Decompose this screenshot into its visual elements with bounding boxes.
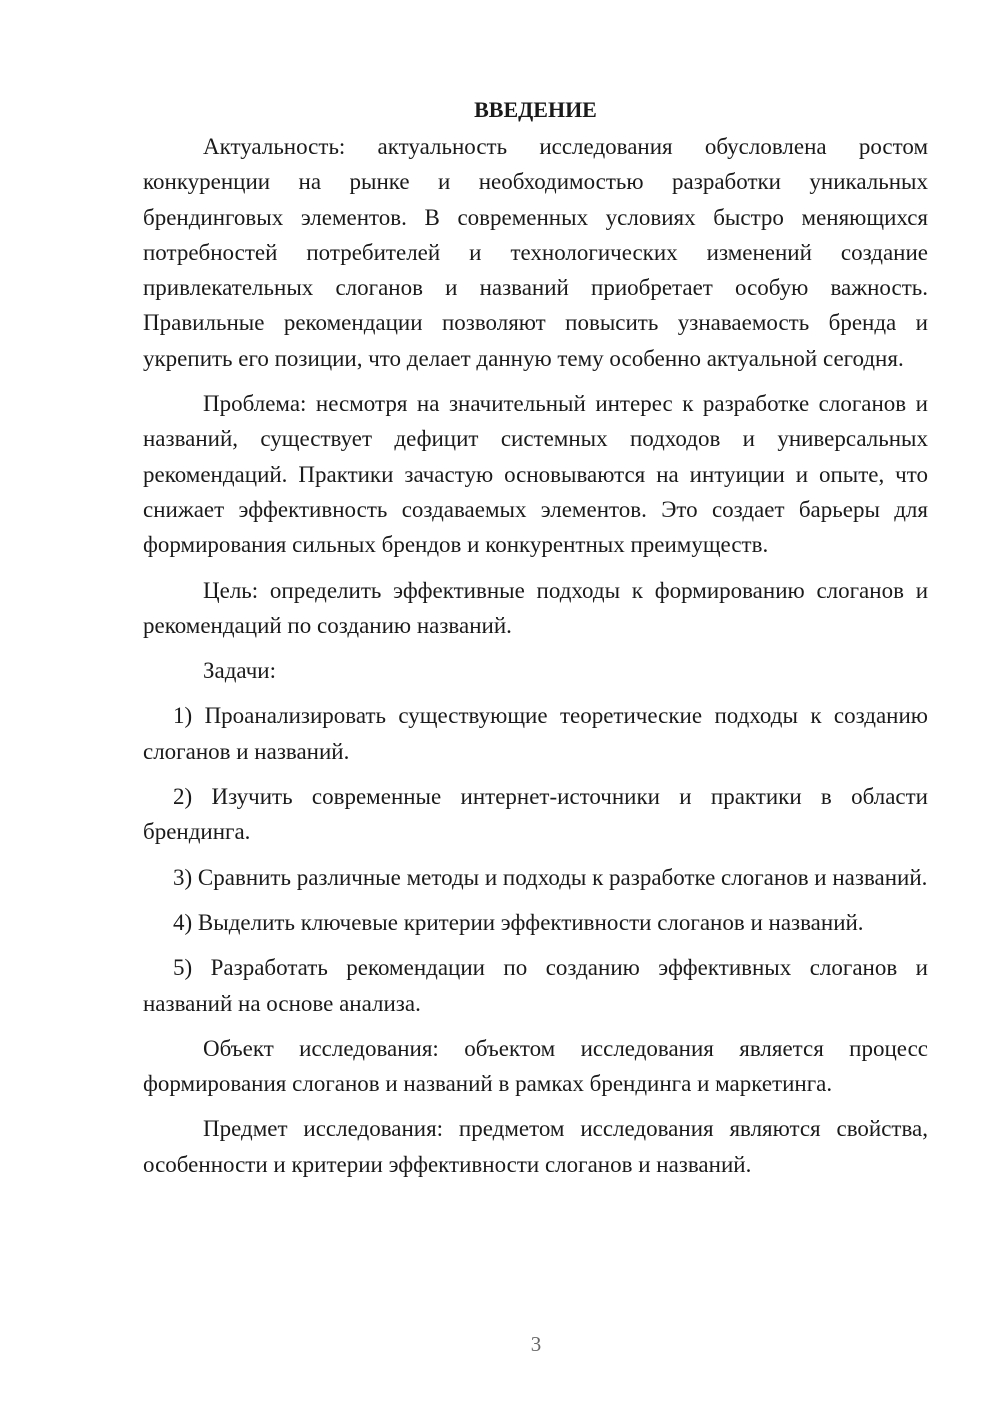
task-item: 2) Изучить современные интернет-источники и практики в области брендинга. — [143, 784, 928, 845]
page-number: 3 — [530, 1332, 542, 1356]
relevance-paragraph: Актуальность: актуальность исследования обусловлена ростом конкуренции на рынке и необходимостью разработки уникальных брендинговых элементов. В современных условиях быстро меняющихся потребностей потребителей и технологических изменений создание привлекательных слоганов и названий приобретает особую важность. Правильные рекомендации позволяют повысить узнаваемость бренда и укрепить его позиции, что делает данную тему особенно актуальной сегодня. — [143, 134, 928, 371]
goal-paragraph: Цель: определить эффективные подходы к формированию слоганов и рекомендаций по созданию названий. — [143, 577, 928, 638]
task-item: 4) Выделить ключевые критерии эффективности слоганов и названий. — [173, 909, 864, 935]
section-title: ВВЕДЕНИЕ — [474, 97, 597, 122]
problem-paragraph: Проблема: несмотря на значительный интерес к разработке слоганов и названий, существует дефицит системных подходов и универсальных рекомендаций. Практики зачастую основываются на интуиции и опыте, что снижает эффективность создаваемых элементов. Это создает барьеры для формирования сильных брендов и конкурентных преимуществ. — [143, 391, 928, 558]
task-item: 1) Проанализировать существующие теоретические подходы к созданию слоганов и названий. — [143, 703, 928, 764]
subject-paragraph: Предмет исследования: предметом исследования являются свойства, особенности и критерии эффективности слоганов и названий. — [143, 1116, 928, 1177]
task-item: 3) Сравнить различные методы и подходы к разработке слоганов и названий. — [173, 864, 928, 890]
object-paragraph: Объект исследования: объектом исследования является процесс формирования слоганов и названий в рамках брендинга и маркетинга. — [143, 1035, 928, 1097]
task-item: 5) Разработать рекомендации по созданию эффективных слоганов и названий на основе анализа. — [143, 955, 928, 1016]
tasks-heading: Задачи: — [203, 658, 276, 684]
page-content — [143, 92, 928, 1192]
